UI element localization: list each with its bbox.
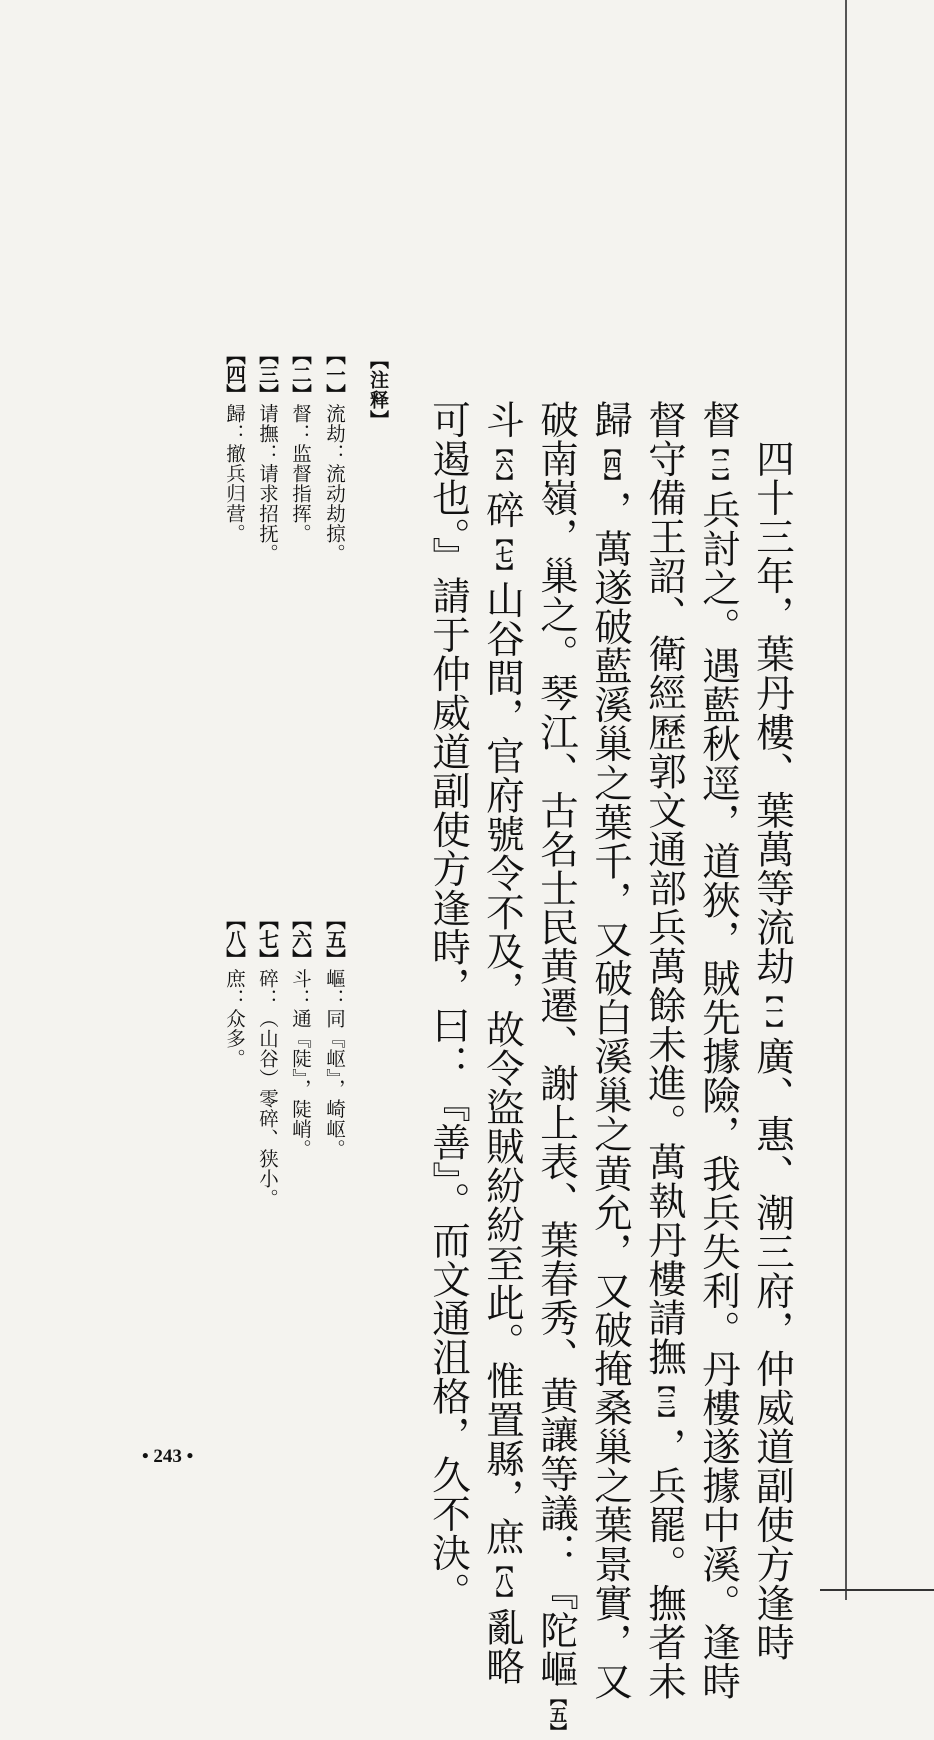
main-text-column	[534, 400, 578, 1740]
note-entry	[256, 910, 278, 1209]
main-text-column	[750, 400, 794, 1662]
note-number: 【六】	[289, 910, 312, 969]
note-number: 【二】	[289, 345, 312, 404]
note-text: 斗：通『陡』，陡峭。	[289, 968, 312, 1159]
note-number: 【四】	[223, 345, 246, 404]
note-entry	[223, 910, 245, 1069]
main-text-column	[642, 400, 686, 1701]
main-text-column	[426, 400, 470, 1611]
notes-title: 【注释】	[367, 350, 389, 430]
main-text-run: 亂略	[480, 1607, 525, 1686]
note-number: 【一】	[323, 345, 346, 404]
main-text-run: 督	[696, 400, 741, 440]
main-text-run: 廣、惠、潮三府，仲威道副使方逢時	[750, 1036, 795, 1662]
note-reference-mark: 【三】	[654, 1376, 674, 1428]
main-text-run: 斗	[480, 400, 525, 440]
main-text-column	[588, 400, 632, 1701]
main-text-run: 歸	[588, 400, 633, 440]
note-entry	[289, 345, 311, 544]
note-text: 请撫：请求招抚。	[256, 403, 279, 564]
note-number: 【八】	[223, 910, 246, 969]
note-reference-mark: 【五】	[546, 1688, 566, 1740]
page-edge-rule	[845, 0, 847, 1600]
note-reference-mark: 【六】	[492, 439, 512, 491]
main-text-run: 兵討之。遇藍秋逕，道狹，賊先據險，我兵失利。丹樓遂據中溪。逢時	[696, 490, 741, 1701]
note-entry	[289, 910, 311, 1159]
note-number: 【七】	[256, 910, 279, 969]
note-entry	[323, 345, 345, 564]
note-entry	[223, 345, 245, 544]
bottom-edge-rule	[820, 1589, 934, 1591]
main-text-run: 山谷間，官府號令不及，故令盜賊紛紛至此。惟置縣，庶	[480, 580, 525, 1557]
note-text: 碎：（山谷）零碎、狭小。	[256, 968, 279, 1209]
main-text-run: 四十三年，葉丹樓、葉萬等流劫	[750, 400, 795, 986]
note-reference-mark: 【一】	[762, 985, 782, 1037]
note-reference-mark: 【二】	[708, 439, 728, 491]
main-text-column	[480, 400, 524, 1685]
main-text-column	[696, 400, 740, 1701]
main-text-run: 督守備王詔、衛經歷郭文通部兵萬餘未進。萬執丹樓請撫	[642, 400, 687, 1377]
note-entry	[256, 345, 278, 564]
note-reference-mark: 【七】	[492, 529, 512, 581]
main-text-run: 可遏也。』請于仲威道副使方逢時，曰：『善』。而文通沮格，久不決。	[426, 400, 471, 1612]
main-text-run: 碎	[480, 490, 525, 530]
note-text: 庶：众多。	[223, 968, 246, 1069]
note-number: 【五】	[323, 910, 346, 969]
note-number: 【三】	[256, 345, 279, 404]
note-text: 督：监督指挥。	[289, 403, 312, 544]
note-text: 流劫：流动劫掠。	[323, 403, 346, 564]
main-text-run: ，萬遂破藍溪巢之葉千，又破白溪巢之黄允，又破掩桑巢之葉景實，又	[588, 490, 633, 1701]
note-reference-mark: 【四】	[600, 439, 620, 491]
main-text-run: ，兵罷。撫者未	[642, 1427, 687, 1701]
main-text-run: 破南嶺，巢之。琴江、古名士民黄遷、謝上表、葉春秀、黄讓等議：『陀嶇	[534, 400, 579, 1689]
note-entry	[323, 910, 345, 1159]
note-reference-mark: 【八】	[492, 1556, 512, 1608]
page-number: • 243 •	[142, 1446, 194, 1467]
note-text: 歸：撤兵归营。	[223, 403, 246, 544]
note-text: 嶇：同『岖』，崎岖。	[323, 968, 346, 1159]
